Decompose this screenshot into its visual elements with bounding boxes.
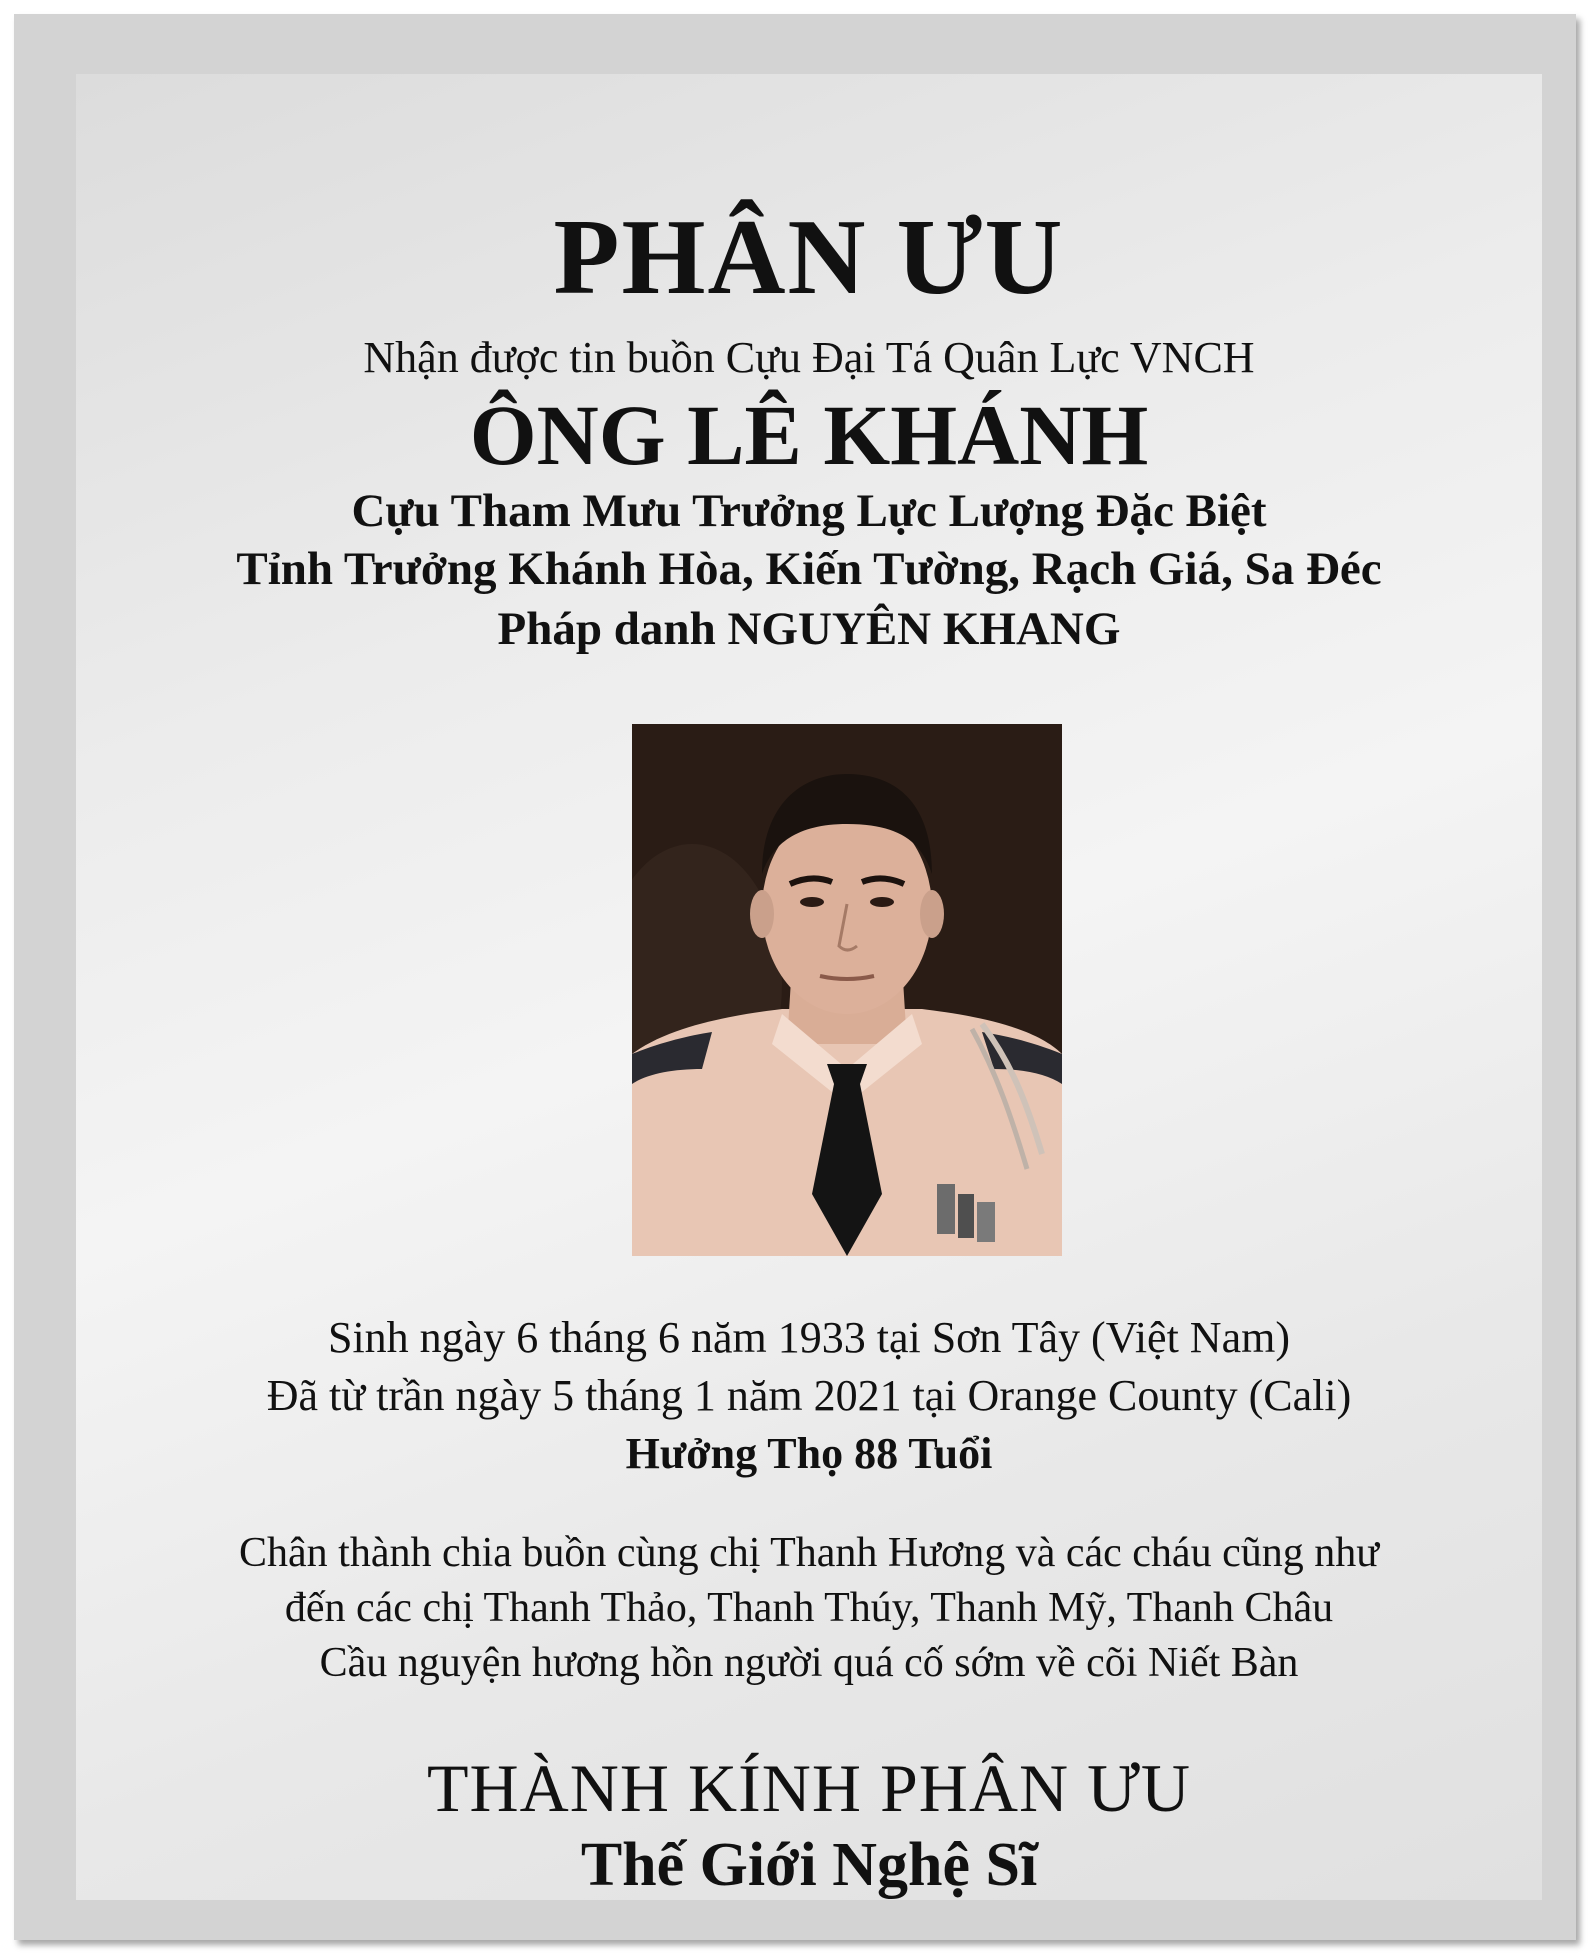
death-info: Đã từ trần ngày 5 tháng 1 năm 2021 tại Orange County (Cali) [266, 1371, 1352, 1420]
birth-info: Sinh ngày 6 tháng 6 năm 1933 tại Sơn Tây (Việt Nam) [327, 1313, 1290, 1362]
notice-panel [76, 74, 1542, 1900]
role-line-2: Tỉnh Trưởng Khánh Hòa, Kiến Tường, Rạch Giá, Sa Đéc [236, 543, 1382, 595]
notice-intro: Nhận được tin buồn Cựu Đại Tá Quân Lực VNCH [363, 333, 1255, 382]
condolence-line-2: đến các chị Thanh Thảo, Thanh Thúy, Thanh Mỹ, Thanh Châu [284, 1585, 1334, 1631]
deceased-name: ÔNG LÊ KHÁNH [469, 387, 1149, 483]
portrait-photo [632, 724, 1062, 1256]
notice-title: PHÂN ƯU [553, 198, 1065, 317]
notice-frame [14, 14, 1576, 1940]
role-line-1: Cựu Tham Mưu Trưởng Lực Lượng Đặc Biệt [351, 485, 1267, 537]
portrait-illustration [632, 724, 1062, 1256]
sender-name: Thế Giới Nghệ Sĩ [580, 1831, 1038, 1899]
age-info: Hưởng Thọ 88 Tuổi [625, 1429, 993, 1478]
closing-phrase: THÀNH KÍNH PHÂN ƯU [427, 1750, 1191, 1826]
condolence-line-3: Cầu nguyện hương hồn người quá cố sớm về cõi Niết Bàn [319, 1640, 1299, 1686]
condolence-line-1: Chân thành chia buồn cùng chị Thanh Hương và các cháu cũng như [239, 1530, 1379, 1576]
dharma-name: Pháp danh NGUYÊN KHANG [497, 603, 1121, 655]
